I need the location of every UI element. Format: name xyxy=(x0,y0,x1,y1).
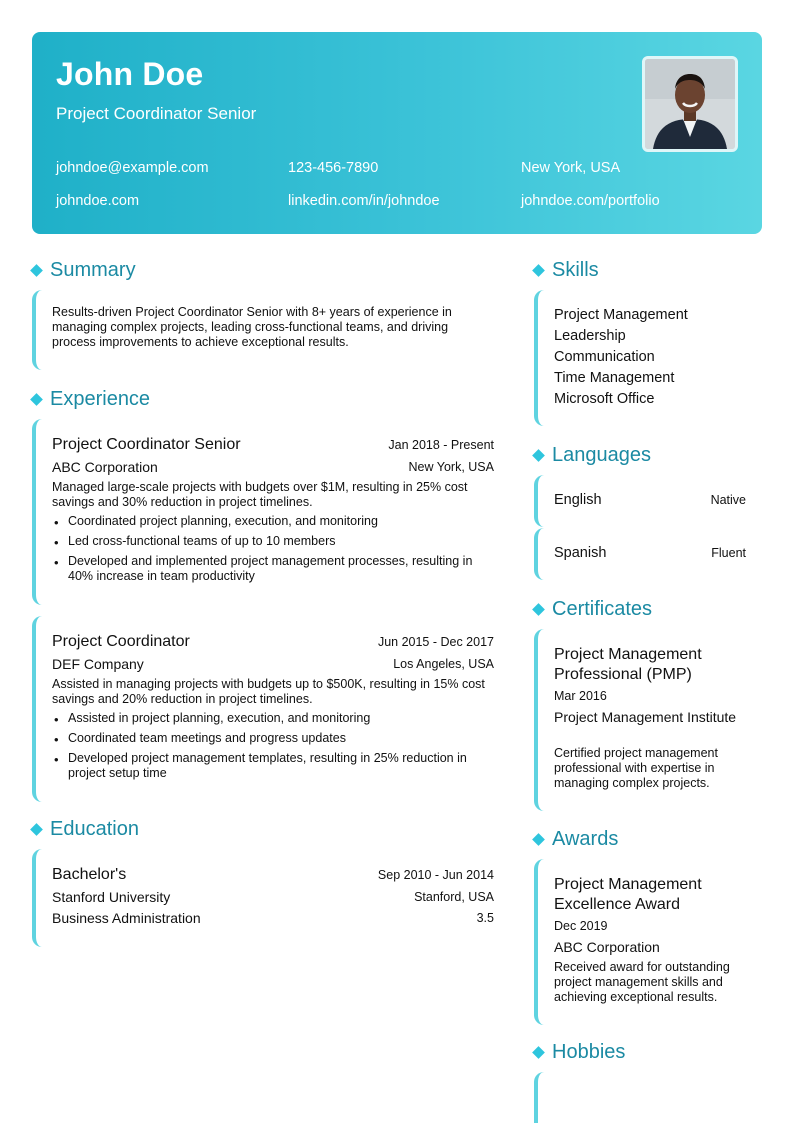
skills-block xyxy=(534,290,762,426)
avatar-icon xyxy=(645,59,735,149)
certificate-date: Mar 2016 xyxy=(554,689,607,703)
certificate-name: Project Management Professional (PMP) xyxy=(554,646,702,683)
job-location: New York, USA xyxy=(408,460,494,474)
job-bullet: • Developed project management templates, resulting in 25% reduction in project setup time xyxy=(52,751,492,781)
diamond-icon xyxy=(30,823,43,836)
language-item xyxy=(534,475,762,527)
skill-item: Leadership xyxy=(554,328,626,344)
company-name: ABC Corporation xyxy=(52,459,158,475)
certificate-description: Certified project management professional with expertise in managing complex projects. xyxy=(554,746,718,790)
language-name: Spanish xyxy=(554,545,607,561)
job-description: Managed large-scale projects with budgets over $1M, resulting in 25% cost savings and 30% reduction in project timelines. xyxy=(52,480,468,509)
job-bullet: • Coordinated project planning, execution, and monitoring xyxy=(52,514,492,529)
summary-block xyxy=(32,290,498,370)
hobbies-heading xyxy=(532,1041,625,1064)
diamond-icon xyxy=(30,264,43,277)
language-level: Fluent xyxy=(711,546,746,560)
website-link[interactable]: johndoe.com xyxy=(56,193,140,209)
field-of-study: Business Administration xyxy=(52,910,201,926)
phone-text: 123-456-7890 xyxy=(288,160,379,176)
summary-heading-label: Summary xyxy=(50,259,136,281)
job-bullet: • Assisted in project planning, execution, and monitoring xyxy=(52,711,492,726)
language-level: Native xyxy=(710,493,746,507)
certificate-issuer: Project Management Institute xyxy=(554,709,737,725)
diamond-icon xyxy=(532,603,545,616)
skill-item: Microsoft Office xyxy=(554,391,655,407)
diamond-icon xyxy=(532,449,545,462)
job-location: Los Angeles, USA xyxy=(393,657,494,671)
award-issuer: ABC Corporation xyxy=(554,939,660,955)
education-item xyxy=(32,849,498,947)
company-name: DEF Company xyxy=(52,656,144,672)
job-dates: Jun 2015 - Dec 2017 xyxy=(377,635,494,649)
certificates-heading-label: Certificates xyxy=(552,598,653,620)
portfolio-link[interactable]: johndoe.com/portfolio xyxy=(521,193,660,209)
email-link[interactable]: johndoe@example.com xyxy=(56,160,209,176)
job-dates: Jan 2018 - Present xyxy=(388,438,494,452)
summary-heading xyxy=(30,259,136,282)
language-name: English xyxy=(554,492,602,508)
school-name: Stanford University xyxy=(52,889,171,905)
awards-heading-label: Awards xyxy=(552,828,619,850)
language-item xyxy=(534,528,762,580)
award-description: Received award for outstanding project management skills and achieving exceptional results. xyxy=(554,960,730,1004)
location-text: New York, USA xyxy=(521,160,621,176)
diamond-icon xyxy=(532,1046,545,1059)
skill-item: Project Management xyxy=(554,307,688,323)
skill-item: Time Management xyxy=(554,370,675,386)
languages-heading xyxy=(532,444,651,467)
school-location: Stanford, USA xyxy=(414,890,494,904)
languages-heading-label: Languages xyxy=(552,444,651,466)
profile-photo xyxy=(642,56,738,152)
certificate-item xyxy=(534,629,762,811)
experience-item xyxy=(32,616,498,802)
experience-heading-label: Experience xyxy=(50,388,151,410)
linkedin-link[interactable]: linkedin.com/in/johndoe xyxy=(288,193,440,209)
skill-item: Communication xyxy=(554,349,655,365)
education-heading-label: Education xyxy=(50,818,139,840)
job-bullet: • Coordinated team meetings and progress updates xyxy=(52,731,492,746)
award-date: Dec 2019 xyxy=(554,919,608,933)
skills-heading xyxy=(532,259,599,282)
hobbies-heading-label: Hobbies xyxy=(552,1041,626,1063)
education-heading xyxy=(30,818,139,841)
award-item xyxy=(534,859,762,1025)
hobbies-block xyxy=(534,1072,762,1123)
diamond-icon xyxy=(532,264,545,277)
job-title: Project Coordinator xyxy=(52,633,190,650)
resume-header xyxy=(32,32,762,234)
diamond-icon xyxy=(532,833,545,846)
gpa: 3.5 xyxy=(476,911,494,925)
experience-item xyxy=(32,419,498,605)
certificates-heading xyxy=(532,598,652,621)
experience-heading xyxy=(30,388,150,411)
candidate-title: Project Coordinator Senior xyxy=(56,104,257,123)
job-bullet: • Developed and implemented project management processes, resulting in 40% increase in team productivity xyxy=(52,554,492,584)
skills-heading-label: Skills xyxy=(552,259,599,281)
degree: Bachelor's xyxy=(52,866,127,883)
education-dates: Sep 2010 - Jun 2014 xyxy=(377,868,494,882)
job-bullet: • Led cross-functional teams of up to 10 members xyxy=(52,534,492,549)
summary-text: Results-driven Project Coordinator Senior with 8+ years of experience in managing complex projects, leading cross-functional teams, and driving process improvements to achieve exceptional results. xyxy=(52,305,452,349)
award-name: Project Management Excellence Award xyxy=(554,876,702,913)
diamond-icon xyxy=(30,393,43,406)
awards-heading xyxy=(532,828,618,851)
job-description: Assisted in managing projects with budgets up to $500K, resulting in 15% cost savings and 20% reduction in project timelines. xyxy=(52,677,485,706)
candidate-name: John Doe xyxy=(56,56,204,92)
job-title: Project Coordinator Senior xyxy=(52,436,241,453)
